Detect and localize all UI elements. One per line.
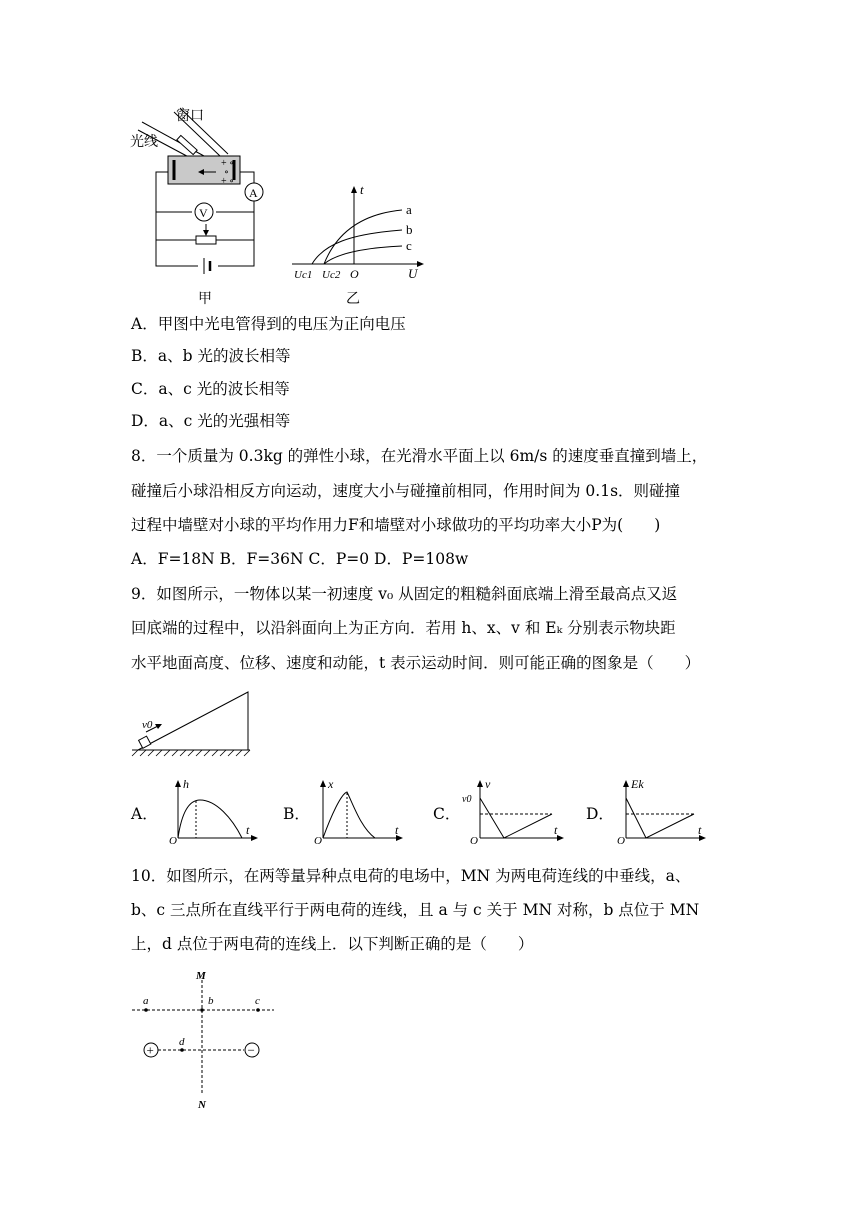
q9-option-b-label: B． <box>283 805 310 823</box>
q8-stem-line-3: 过程中墙壁对小球的平均作用力F和墙壁对小球做功的平均功率大小P为( ) <box>131 516 661 534</box>
svg-text:M: M <box>196 970 206 982</box>
svg-text:O: O <box>470 835 478 846</box>
block <box>139 736 151 748</box>
curve-c <box>324 246 402 264</box>
q10-stem-line-2: b、c 三点所在直线平行于两电荷的连线，且 a 与 c 关于 MN 对称，b 点位于 MN <box>131 901 700 919</box>
q8-options: A．F=18N B．F=36N C．P=0 D．P=108w <box>131 550 469 568</box>
q9-option-c-label: C． <box>433 805 461 823</box>
q7-option-a: A．甲图中光电管得到的电压为正向电压 <box>131 315 406 333</box>
svg-text:Uc2: Uc2 <box>322 269 341 281</box>
q9-stem-line-1: 9．如图所示，一物体以某一初速度 v₀ 从固定的粗糙斜面底端上滑至最高点又返 <box>131 585 678 603</box>
q9-incline-figure <box>128 690 268 762</box>
svg-text:h: h <box>183 777 189 791</box>
svg-text:+: + <box>146 1042 154 1058</box>
svg-text:v: v <box>485 777 491 791</box>
point-b <box>200 1008 204 1012</box>
svg-text:U: U <box>408 266 418 281</box>
svg-text:+ ∘: + ∘ <box>221 158 235 169</box>
svg-text:x: x <box>328 777 334 791</box>
svg-text:V: V <box>199 206 208 220</box>
q9-graph-a <box>168 776 264 846</box>
q7-graph-figure <box>288 182 428 310</box>
window-slit <box>177 135 197 154</box>
caption-jia: 甲 <box>198 292 212 307</box>
q7-option-b: B．a、b 光的波长相等 <box>131 347 291 365</box>
svg-text:a: a <box>143 995 149 1007</box>
window-label: 窗口 <box>176 109 204 124</box>
q9-option-a-label: A． <box>131 805 158 823</box>
svg-text:a: a <box>406 202 412 217</box>
q9-stem-line-2: 回底端的过程中，以沿斜面向上为正方向．若用 h、x、v 和 Eₖ 分别表示物块距 <box>131 619 676 637</box>
svg-text:t: t <box>554 823 558 837</box>
svg-text:N: N <box>198 1099 206 1111</box>
q10-field-figure <box>128 966 278 1114</box>
svg-text:O: O <box>314 835 322 846</box>
q10-stem-line-1: 10．如图所示，在两等量异种点电荷的电场中，MN 为两电荷连线的中垂线，a、 <box>131 867 691 885</box>
q9-option-d-label: D． <box>586 805 614 823</box>
q8-stem-line-2: 碰撞后小球沿相反方向运动，速度大小与碰撞前相同，作用时间为 0.1s．则碰撞 <box>131 482 681 500</box>
q9-stem-line-3: 水平地面高度、位移、速度和动能，t 表示运动时间．则可能正确的图象是（ ） <box>131 654 701 672</box>
svg-text:A: A <box>249 186 258 200</box>
curve-a <box>324 210 402 264</box>
svg-text:b: b <box>406 222 413 237</box>
svg-text:Uc1: Uc1 <box>294 269 313 281</box>
light-label: 光线 <box>130 135 158 150</box>
svg-text:b: b <box>208 995 214 1007</box>
svg-text:v0: v0 <box>462 794 472 805</box>
q9-graph-d <box>616 776 712 846</box>
q7-option-c: C．a、c 光的波长相等 <box>131 380 290 398</box>
q8-stem-line-1: 8．一个质量为 0.3kg 的弹性小球，在光滑水平面上以 6m/s 的速度垂直撞到墙上， <box>131 447 708 465</box>
svg-text:Ek: Ek <box>631 777 644 791</box>
point-d <box>180 1048 184 1052</box>
caption-yi: 乙 <box>346 292 360 307</box>
svg-text:+ ∘: + ∘ <box>221 176 235 187</box>
point-a <box>144 1008 148 1012</box>
svg-text:−: − <box>247 1042 255 1058</box>
point-c <box>256 1008 260 1012</box>
rheostat <box>196 236 216 244</box>
svg-text:O: O <box>169 835 177 846</box>
svg-text:t: t <box>360 182 364 197</box>
svg-text:O: O <box>617 835 625 846</box>
svg-text:c: c <box>406 238 412 253</box>
q10-stem-line-3: 上，d 点位于两电荷的连线上．以下判断正确的是（ ） <box>131 935 534 953</box>
q9-graph-c <box>460 776 570 846</box>
svg-text:O: O <box>350 267 359 281</box>
svg-text:v0: v0 <box>142 719 153 731</box>
svg-text:c: c <box>255 995 260 1007</box>
svg-text:d: d <box>179 1036 185 1048</box>
q9-graph-b <box>313 776 409 846</box>
svg-text:t: t <box>395 823 399 837</box>
svg-text:t: t <box>698 823 702 837</box>
svg-text:∘: ∘ <box>224 167 229 178</box>
svg-text:t: t <box>246 823 250 837</box>
q7-circuit-figure <box>120 100 280 310</box>
q7-option-d: D．a、c 光的光强相等 <box>131 412 291 430</box>
